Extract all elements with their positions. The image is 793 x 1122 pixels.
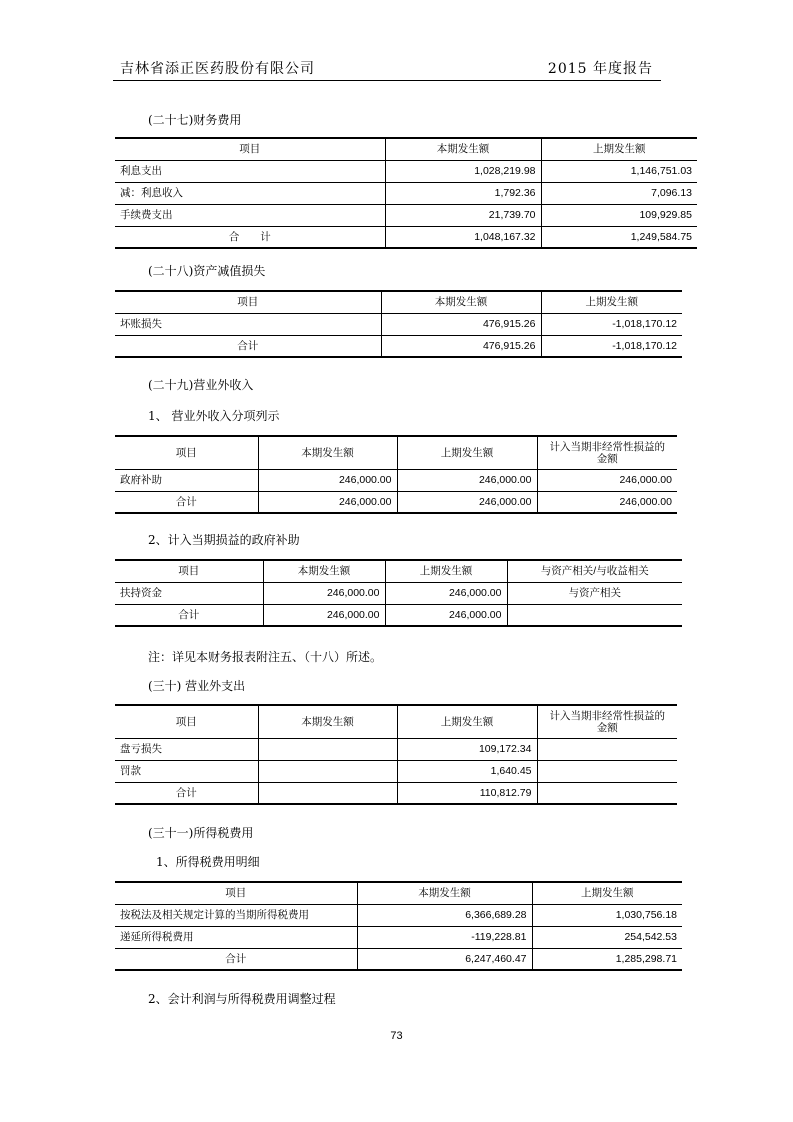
table-row: [115, 160, 697, 182]
non-recurring-value: [537, 760, 677, 782]
prior-value: 1,249,584.75: [541, 226, 697, 248]
row-label: 合计: [115, 604, 263, 626]
table-row: [115, 760, 677, 782]
current-value: 6,247,460.47: [357, 948, 532, 970]
row-label: 合计: [115, 491, 258, 513]
current-value: 246,000.00: [263, 604, 385, 626]
section-31-title: (三十一)所得税费用: [148, 826, 254, 840]
header-cell: 计入当期非经常性损益的金额: [537, 705, 677, 738]
table-row: [115, 313, 682, 335]
current-value: 1,048,167.32: [385, 226, 541, 248]
header-cell: 与资产相关/与收益相关: [507, 560, 682, 582]
finance-expense-table: [115, 137, 697, 249]
prior-value: 254,542.53: [532, 926, 682, 948]
header-cell: 上期发生额: [541, 291, 682, 313]
asset-impairment-table: [115, 290, 682, 358]
company-name: 吉林省添正医药股份有限公司: [120, 61, 315, 77]
current-value: [258, 760, 397, 782]
prior-value: 110,812.79: [397, 782, 537, 804]
current-value: [258, 782, 397, 804]
header-cell: 计入当期非经常性损益的金额: [537, 436, 677, 469]
row-label: 手续费支出: [115, 204, 385, 226]
header-cell: 上期发生额: [541, 138, 697, 160]
table-row: [115, 582, 682, 604]
current-value: 476,915.26: [381, 313, 541, 335]
section-27-title: (二十七)财务费用: [148, 113, 242, 127]
header-cell: 本期发生额: [258, 436, 397, 469]
non-recurring-value: [537, 782, 677, 804]
row-label: 减：利息收入: [115, 182, 385, 204]
row-label: 扶持资金: [115, 582, 263, 604]
current-value: 246,000.00: [258, 491, 397, 513]
current-value: 6,366,689.28: [357, 904, 532, 926]
current-value: [258, 738, 397, 760]
header-cell: 上期发生额: [385, 560, 507, 582]
current-value: 246,000.00: [258, 469, 397, 491]
prior-value: 1,285,298.71: [532, 948, 682, 970]
current-value: 246,000.00: [263, 582, 385, 604]
row-label: 合计: [115, 335, 381, 357]
total-row: [115, 226, 697, 248]
report-title: 2015 年度报告: [547, 61, 653, 77]
table-row: [115, 904, 682, 926]
non-operating-income-table: [115, 435, 677, 514]
non-recurring-value: [537, 738, 677, 760]
header-rule: [113, 80, 661, 81]
row-label: 合计: [115, 782, 258, 804]
current-value: 1,028,219.98: [385, 160, 541, 182]
table-row: [115, 469, 677, 491]
table-header-row: [115, 560, 682, 582]
header-cell: 项目: [115, 705, 258, 738]
table-header-row: [115, 882, 682, 904]
row-label: 罚款: [115, 760, 258, 782]
page-number: 73: [390, 1030, 403, 1042]
relation-value: [507, 604, 682, 626]
header-cell: 本期发生额: [258, 705, 397, 738]
section-30-title: (三十) 营业外支出: [148, 679, 246, 693]
row-label: 利息支出: [115, 160, 385, 182]
header-cell: 项目: [115, 291, 381, 313]
prior-value: -1,018,170.12: [541, 313, 682, 335]
table-header-row: [115, 138, 697, 160]
row-label: 盘亏损失: [115, 738, 258, 760]
header-cell: 上期发生额: [397, 436, 537, 469]
table-row: [115, 738, 677, 760]
header-cell: 本期发生额: [385, 138, 541, 160]
non-operating-expense-table: [115, 704, 677, 805]
prior-value: 1,640.45: [397, 760, 537, 782]
header-cell: 项目: [115, 882, 357, 904]
row-label: 按税法及相关规定计算的当期所得税费用: [115, 904, 357, 926]
current-value: 1,792.36: [385, 182, 541, 204]
header-cell: 上期发生额: [397, 705, 537, 738]
row-label: 政府补助: [115, 469, 258, 491]
header-cell: 本期发生额: [381, 291, 541, 313]
prior-value: 246,000.00: [397, 491, 537, 513]
row-label: 坏账损失: [115, 313, 381, 335]
income-tax-table: [115, 881, 682, 971]
section-31-subtitle-2: 2、会计利润与所得税费用调整过程: [148, 992, 336, 1006]
section-29-subtitle-1: 1、 营业外收入分项列示: [148, 409, 280, 423]
prior-value: 246,000.00: [385, 604, 507, 626]
current-value: 476,915.26: [381, 335, 541, 357]
total-row: [115, 782, 677, 804]
table-header-row: [115, 705, 677, 738]
section-29-title: (二十九)营业外收入: [148, 378, 254, 392]
header-cell: 项目: [115, 138, 385, 160]
current-value: 21,739.70: [385, 204, 541, 226]
prior-value: 246,000.00: [397, 469, 537, 491]
table-row: [115, 182, 697, 204]
header-cell: 项目: [115, 560, 263, 582]
header-cell: 本期发生额: [263, 560, 385, 582]
non-recurring-value: 246,000.00: [537, 491, 677, 513]
table-header-row: [115, 436, 677, 469]
total-row: [115, 948, 682, 970]
total-row: [115, 604, 682, 626]
row-label: 合计: [115, 948, 357, 970]
prior-value: 109,929.85: [541, 204, 697, 226]
prior-value: -1,018,170.12: [541, 335, 682, 357]
table-row: [115, 204, 697, 226]
total-row: [115, 335, 682, 357]
section-31-subtitle-1: 1、所得税费用明细: [156, 855, 260, 869]
relation-value: 与资产相关: [507, 582, 682, 604]
footnote: 注：详见本财务报表附注五、（十八）所述。: [148, 650, 383, 664]
prior-value: 246,000.00: [385, 582, 507, 604]
prior-value: 1,030,756.18: [532, 904, 682, 926]
total-row: [115, 491, 677, 513]
table-header-row: [115, 291, 682, 313]
header-cell: 本期发生额: [357, 882, 532, 904]
section-29-subtitle-2: 2、计入当期损益的政府补助: [148, 533, 300, 547]
row-label: 递延所得税费用: [115, 926, 357, 948]
prior-value: 1,146,751.03: [541, 160, 697, 182]
header-cell: 上期发生额: [532, 882, 682, 904]
prior-value: 109,172.34: [397, 738, 537, 760]
header-cell: 项目: [115, 436, 258, 469]
row-label: 合 计: [115, 226, 385, 248]
current-value: -119,228.81: [357, 926, 532, 948]
prior-value: 7,096.13: [541, 182, 697, 204]
non-recurring-value: 246,000.00: [537, 469, 677, 491]
table-row: [115, 926, 682, 948]
government-grant-table: [115, 559, 682, 627]
section-28-title: (二十八)资产减值损失: [148, 264, 266, 278]
